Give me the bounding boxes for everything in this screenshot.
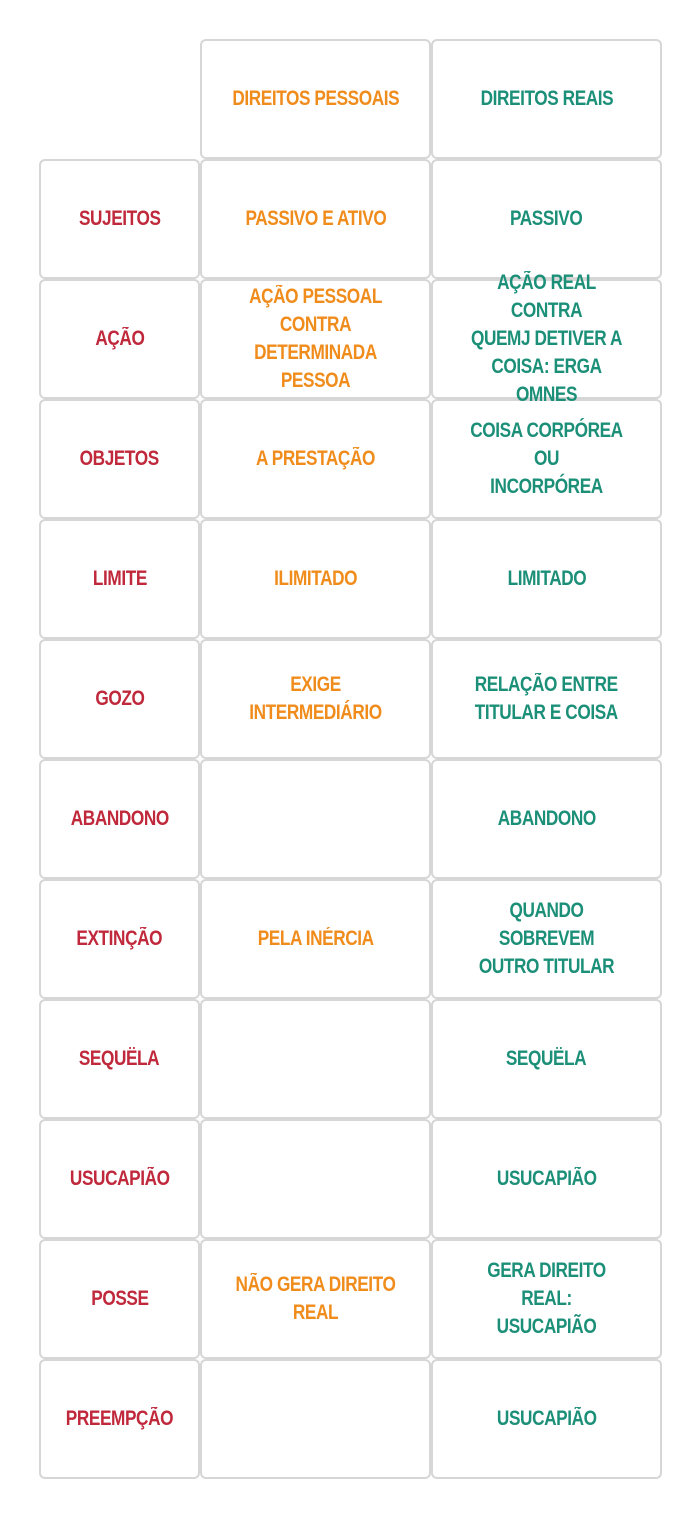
cell-reais-text: USUCAPIÃO	[496, 1407, 597, 1430]
cell-pessoais-gozo	[200, 639, 431, 759]
cell-pessoais-preempcao	[200, 1359, 431, 1479]
row-label-text: POSSE	[90, 1287, 149, 1310]
cell-reais-preempcao	[431, 1359, 662, 1479]
cell-pessoais-objetos	[200, 399, 431, 519]
cell-reais-acao	[431, 271, 662, 406]
cell-reais-text: QUANDO SOBREVEM OUTRO TITULAR	[478, 899, 615, 978]
cell-pessoais-acao	[200, 279, 431, 399]
cell-reais-extincao	[431, 879, 662, 999]
cell-pessoais-text: AÇÃO PESSOAL CONTRA DETERMINADA PESSOA	[249, 285, 382, 392]
row-label-posse	[39, 1239, 200, 1359]
cell-reais-limite	[431, 519, 662, 639]
comparison-table	[39, 39, 662, 1479]
cell-reais-usucapiao	[431, 1119, 662, 1239]
cell-pessoais-text: A PRESTAÇÃO	[256, 447, 375, 470]
row-label-text: SUJEITOS	[78, 207, 161, 230]
cell-pessoais-usucapiao	[200, 1119, 431, 1239]
row-label-text: USUCAPIÃO	[69, 1167, 170, 1190]
row-label-text: ABANDONO	[70, 807, 169, 830]
row-label-gozo	[39, 639, 200, 759]
cell-reais-objetos	[431, 399, 662, 519]
cell-reais-text: PASSIVO	[510, 207, 583, 230]
cell-reais-text: GERA DIREITO REAL: USUCAPIÃO	[487, 1259, 606, 1338]
row-label-text: SEQUËLA	[79, 1047, 160, 1070]
row-label-sujeitos	[39, 159, 200, 279]
cell-reais-text: RELAÇÃO ENTRE TITULAR E COISA	[474, 673, 619, 724]
row-label-preempcao	[39, 1359, 200, 1479]
row-label-sequela	[39, 999, 200, 1119]
cell-reais-sequela	[431, 999, 662, 1119]
cell-pessoais-extincao	[200, 879, 431, 999]
header-corner-empty	[39, 39, 200, 159]
cell-pessoais-sequela	[200, 999, 431, 1119]
cell-reais-text: LIMITADO	[507, 567, 586, 590]
cell-reais-gozo	[431, 639, 662, 759]
row-label-usucapiao	[39, 1119, 200, 1239]
cell-pessoais-posse	[200, 1239, 431, 1359]
cell-pessoais-text: EXIGE INTERMEDIÁRIO	[249, 673, 382, 724]
cell-pessoais-text: PELA INÉRCIA	[257, 927, 374, 950]
row-label-text: GOZO	[94, 687, 145, 710]
cell-pessoais-abandono	[200, 759, 431, 879]
cell-pessoais-sujeitos	[200, 159, 431, 279]
cell-pessoais-text: NÃO GERA DIREITO REAL	[235, 1273, 396, 1324]
cell-pessoais-text: PASSIVO E ATIVO	[245, 207, 386, 230]
row-label-text: PREEMPÇÃO	[65, 1407, 174, 1430]
cell-reais-text: ABANDONO	[497, 807, 596, 830]
cell-reais-text: USUCAPIÃO	[496, 1167, 597, 1190]
cell-reais-posse	[431, 1239, 662, 1359]
cell-pessoais-limite	[200, 519, 431, 639]
row-label-text: LIMITE	[92, 567, 147, 590]
row-label-limite	[39, 519, 200, 639]
cell-pessoais-text: ILIMITADO	[273, 567, 358, 590]
row-label-abandono	[39, 759, 200, 879]
header-direitos-pessoais-text: DIREITOS PESSOAIS	[232, 87, 399, 110]
header-direitos-reais-text: DIREITOS REAIS	[480, 87, 613, 110]
cell-reais-sujeitos	[431, 159, 662, 279]
cell-reais-text: AÇÃO REAL CONTRA QUEMJ DETIVER A COISA: ERGA OMNES	[470, 271, 623, 406]
header-direitos-reais	[431, 39, 662, 159]
row-label-objetos	[39, 399, 200, 519]
row-label-extincao	[39, 879, 200, 999]
row-label-acao	[39, 279, 200, 399]
cell-reais-abandono	[431, 759, 662, 879]
row-label-text: AÇÃO	[94, 327, 145, 350]
header-direitos-pessoais	[200, 39, 431, 159]
cell-reais-text: COISA CORPÓREA OU INCORPÓREA	[470, 419, 623, 498]
cell-reais-text: SEQUËLA	[506, 1047, 587, 1070]
row-label-text: EXTINÇÃO	[76, 927, 163, 950]
row-label-text: OBJETOS	[79, 447, 160, 470]
